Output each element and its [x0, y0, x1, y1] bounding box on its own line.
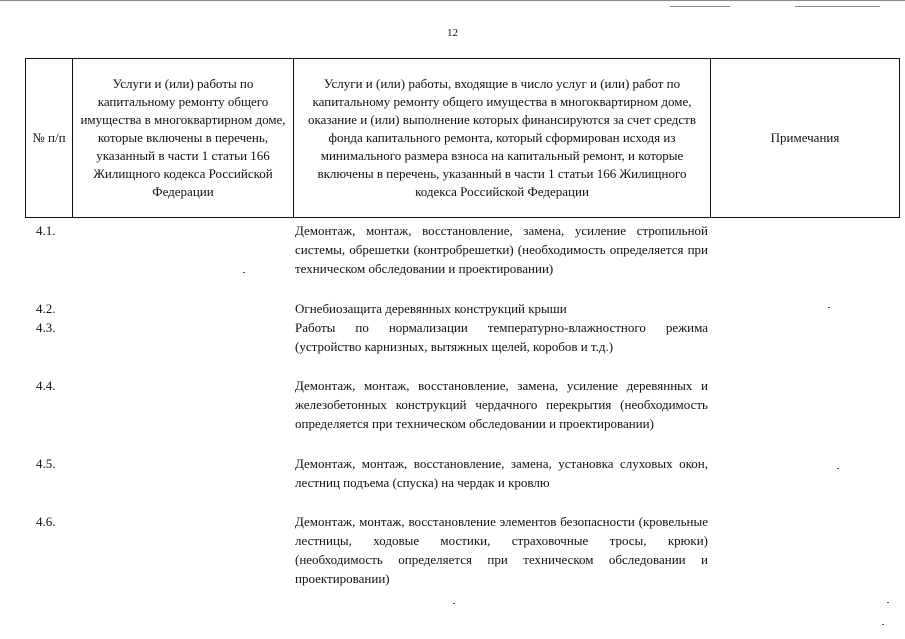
header-notes: Примечания — [711, 59, 900, 218]
header-services-funded: Услуги и (или) работы, входящие в число услуг и (или) работ по капитальному ремонту общего имущества в многоквартирном доме, оказание и (или) выполнение которых финансируются за счет средств фонда капитального ремонта, который сформирован исходя из минимального размера взноса на капитальный ремонт, и которые включены в перечень, указанный в части 1 статьи 166 Жилищного кодекса Российской Федерации — [294, 59, 711, 218]
row-text: Огнебиозащита деревянных конструкций крыши — [295, 301, 567, 316]
table-header — [25, 58, 900, 218]
scan-speck — [453, 603, 455, 604]
scan-speck — [243, 272, 245, 273]
scan-speck — [828, 307, 830, 308]
row-text: Демонтаж, монтаж, восстановление элементов безопасности (кровельные лестницы, ходовые мостики, страховочные тросы, крюки) (необходимость определяется при техническом обследовании и проектировании) — [295, 514, 708, 586]
page-number: 12 — [447, 27, 458, 39]
row-number: 4.5. — [36, 456, 56, 471]
row-text: Демонтаж, монтаж, восстановление, замена, усиление стропильной системы, обрешетки (контробрешетки) (необходимость определяется при техническом обследовании и проектировании) — [295, 223, 708, 276]
header-services-list: Услуги и (или) работы по капитальному ремонту общего имущества в многоквартирном доме, которые включены в перечень, указанный в части 1 статьи 166 Жилищного кодекса Российской Федерации — [73, 59, 294, 218]
row-number: 4.2. — [36, 301, 56, 316]
scan-speck — [837, 468, 839, 469]
row-number: 4.4. — [36, 378, 56, 393]
header-number-column: № п/п — [26, 59, 73, 218]
row-text: Демонтаж, монтаж, восстановление, замена, установка слуховых окон, лестниц подъема (спуска) на чердак и кровлю — [295, 456, 708, 490]
scan-speck — [887, 602, 889, 603]
scan-edge-line — [0, 0, 905, 1]
row-text: Демонтаж, монтаж, восстановление, замена, усиление деревянных и железобетонных конструкций чердачного перекрытия (необходимость определяется при техническом обследовании и проектировании) — [295, 378, 708, 431]
row-number: 4.3. — [36, 320, 56, 335]
scan-edge-mark — [795, 6, 880, 7]
scan-speck — [882, 624, 884, 625]
row-number: 4.1. — [36, 223, 56, 238]
row-number: 4.6. — [36, 514, 56, 529]
row-text: Работы по нормализации температурно-влажностного режима (устройство карнизных, вытяжных щелей, коробов и т.д.) — [295, 320, 708, 354]
scan-edge-mark — [670, 6, 730, 7]
